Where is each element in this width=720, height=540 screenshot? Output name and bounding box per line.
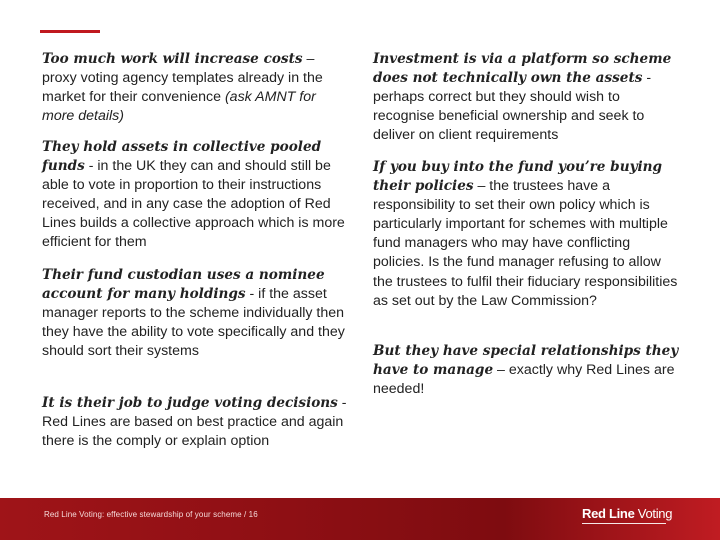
paragraph-heading: If you buy into the fund you’re buying their policies (373, 159, 663, 195)
paragraph: Investment is via a platform so scheme does not technically own the assets - perhaps correct but they should wish to recognise beneficial ownership and seek to deliver on client requirements (373, 51, 672, 144)
paragraph-heading: They hold assets in collective pooled funds (42, 139, 322, 175)
paragraph-body: if the asset manager reports to the scheme individually then they have the ability to vote specifically and they should sort their systems (42, 286, 345, 360)
paragraph-body: Red Lines are based on best practice and again there is the comply or explain option (42, 414, 344, 450)
footer-bar (0, 498, 720, 540)
logo-bold: Red Line (582, 506, 635, 521)
paragraph-heading: Too much work will increase costs (42, 51, 303, 67)
logo-light: Voting (634, 506, 673, 521)
paragraph-body-italic: (ask AMNT for more details) (42, 89, 316, 125)
paragraph-body: proxy voting agency templates already in the market for their convenience (42, 70, 323, 106)
red-line-voting-logo (582, 506, 672, 521)
paragraph-heading: It is their job to judge voting decisions (42, 395, 338, 411)
paragraph: They hold assets in collective pooled funds - in the UK they can and should still be able to vote in proportion to their instructions received, and in any case the adoption of Red Lines builds a collective approach which is more efficient for them (42, 139, 345, 251)
footer-text: Red Line Voting: effective stewardship of your scheme / 16 (44, 510, 258, 519)
paragraph-body: exactly why Red Lines are needed! (373, 362, 675, 398)
logo-underline (582, 523, 666, 524)
paragraph-heading: Investment is via a platform so scheme does not technically own the assets (373, 51, 672, 87)
paragraph: If you buy into the fund you’re buying their policies – the trustees have a responsibility to set their own policy which is particularly important for schemes with multiple fund managers who may have conflicting policies. Is the fund manager refusing to allow the trustees to fulfil their fiduciary responsibilities as set out by the Law Commission? (373, 159, 678, 309)
paragraph-heading: But they have special relationships they have to manage (373, 343, 679, 379)
paragraph-body: in the UK they can and should still be able to vote in proportion to their instructions received, and in any case the adoption of Red Lines builds a collective approach which is more efficient for them (42, 158, 345, 251)
paragraph: Too much work will increase costs – proxy voting agency templates already in the market for their convenience (ask AMNT for more details) (42, 51, 323, 125)
paragraph-body: the trustees have a responsibility to set their own policy which is particularly important for schemes with multiple fund managers who may have conflicting policies. Is the fund manager refusing to allow the trustees to fulfil their fiduciary responsibilities as set out by the Law Commission? (373, 178, 678, 309)
paragraph: But they have special relationships they have to manage – exactly why Red Lines are needed! (373, 343, 679, 398)
accent-bar (40, 30, 100, 33)
paragraph-body: perhaps correct but they should wish to recognise beneficial ownership and seek to deliver on client requirements (373, 89, 645, 144)
paragraph: Their fund custodian uses a nominee account for many holdings - if the asset manager reports to the scheme individually then they have the ability to vote specifically and they should sort their systems (42, 267, 345, 360)
paragraph-heading: Their fund custodian uses a nominee account for many holdings (42, 267, 325, 303)
paragraph: It is their job to judge voting decisions - Red Lines are based on best practice and again there is the comply or explain option (42, 395, 347, 450)
